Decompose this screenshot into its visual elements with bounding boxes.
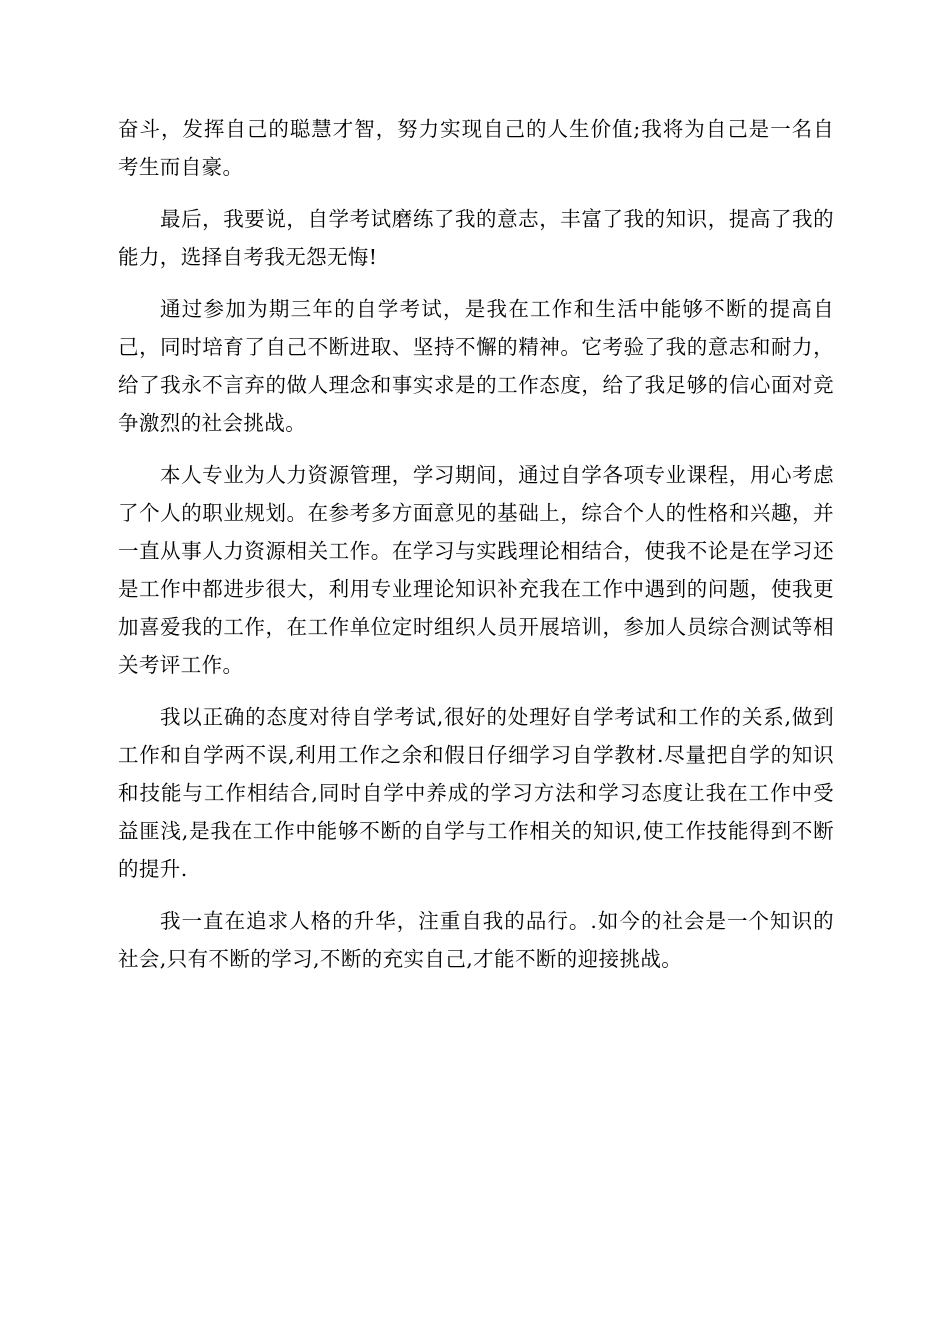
paragraph-3: 通过参加为期三年的自学考试，是我在工作和生活中能够不断的提高自己，同时培育了自己不断进取、坚持不懈的精神。它考验了我的意志和耐力，给了我永不言弃的做人理念和事实求是的工作态度，给了我足够的信心面对竞争激烈的社会挑战。 — [118, 297, 834, 435]
paragraph-2: 最后，我要说，自学考试磨练了我的意志，丰富了我的知识，提高了我的能力，选择自考我无怨无悔! — [118, 207, 834, 269]
document-page — [118, 110, 834, 992]
paragraph-1: 奋斗，发挥自己的聪慧才智，努力实现自己的人生价值;我将为自己是一名自考生而自豪。 — [118, 117, 834, 179]
paragraph-5: 我以正确的态度对待自学考试,很好的处理好自学考试和工作的关系,做到工作和自学两不误,利用工作之余和假日仔细学习自学教材.尽量把自学的知识和技能与工作相结合,同时自学中养成的学习方法和学习态度让我在工作中受益匪浅,是我在工作中能够不断的自学与工作相关的知识,使工作技能得到不断的提升. — [118, 705, 834, 881]
paragraph-6: 我一直在追求人格的升华，注重自我的品行。.如今的社会是一个知识的社会,只有不断的学习,不断的充实自己,才能不断的迎接挑战。 — [118, 909, 834, 971]
paragraph-4: 本人专业为人力资源管理，学习期间，通过自学各项专业课程，用心考虑了个人的职业规划。在参考多方面意见的基础上，综合个人的性格和兴趣，并一直从事人力资源相关工作。在学习与实践理论相结合，使我不论是在学习还是工作中都进步很大，利用专业理论知识补充我在工作中遇到的问题，使我更加喜爱我的工作，在工作单位定时组织人员开展培训，参加人员综合测试等相关考评工作。 — [118, 463, 834, 677]
